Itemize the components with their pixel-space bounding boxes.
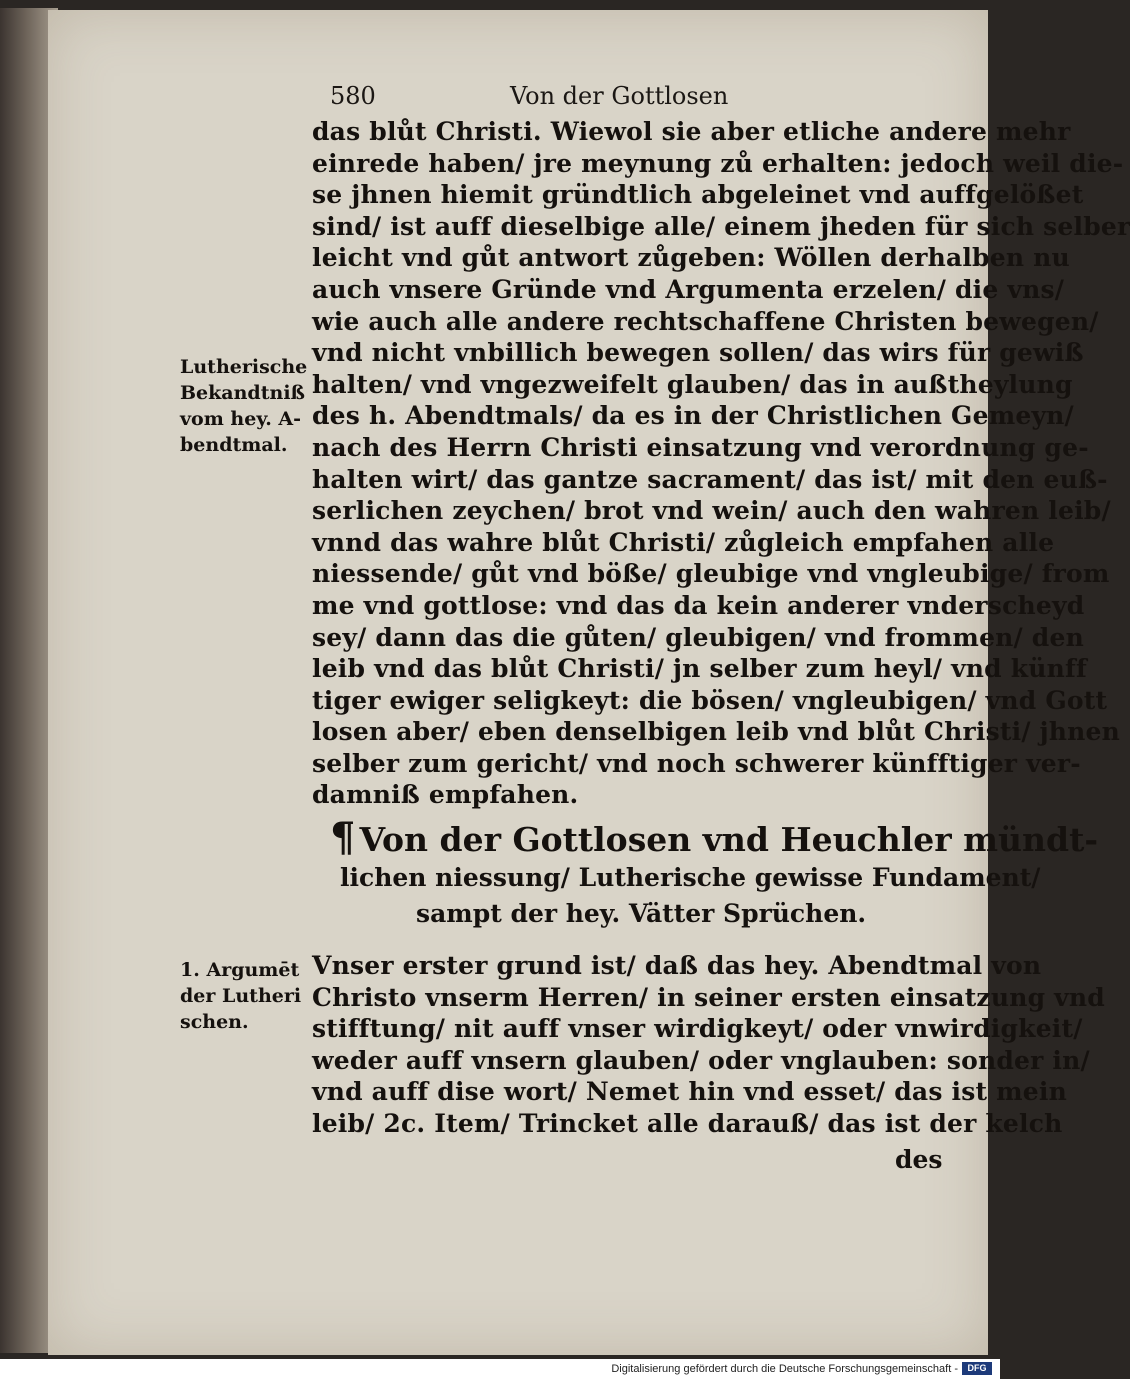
marginal-note-line: vom hey. A- xyxy=(180,408,302,430)
marginal-note-line: 1. Argumēt xyxy=(180,959,300,981)
text-line: selber zum gericht/ vnd noch schwerer künfftiger ver- xyxy=(312,748,1081,778)
section-heading-line xyxy=(330,814,1099,861)
text-line: leib vnd das blůt Christi/ jn selber zum heyl/ vnd künff xyxy=(312,654,1087,684)
section-heading xyxy=(330,814,1099,932)
text-line: Vnser erster grund ist/ daß das hey. Abendtmal von xyxy=(312,951,1042,980)
marginal-note-line: schen. xyxy=(180,1011,249,1033)
funding-notice: Digitalisierung gefördert durch die Deutsche Forschungsgemeinschaft - xyxy=(611,1363,958,1375)
marginal-note-line: Bekandtniß xyxy=(180,382,305,404)
text-line: wie auch alle andere rechtschaffene Christen bewegen/ xyxy=(312,306,1099,336)
text-line: halten wirt/ das gantze sacrament/ das ist/ mit den euß- xyxy=(312,464,1108,494)
text-line: einrede haben/ jre meynung zů erhalten: jedoch weil die- xyxy=(312,148,1124,178)
text-line: sind/ ist auff dieselbige alle/ einem jheden für sich selber xyxy=(312,211,1130,241)
text-line: leib/ 2c. Item/ Trincket alle darauß/ das ist der kelch xyxy=(312,1108,1063,1138)
running-head: Von der Gottlosen xyxy=(510,82,729,110)
section-heading-line: lichen niessung/ Lutherische gewisse Fundament/ xyxy=(340,863,1041,892)
text-line: weder auff vnsern glauben/ oder vnglauben: sonder in/ xyxy=(312,1045,1090,1075)
section-heading-line: sampt der hey. Vätter Sprüchen. xyxy=(416,899,867,928)
marginal-note xyxy=(180,354,310,458)
text-line: niessende/ gůt vnd böße/ gleubige vnd vngleubige/ from xyxy=(312,559,1110,589)
text-line: me vnd gottlose: vnd das da kein anderer vnderscheyd xyxy=(312,590,1085,620)
text-line: Christo vnserm Herren/ in seiner ersten einsatzung vnd xyxy=(312,982,1105,1012)
section-heading-text: Von der Gottlosen vnd Heuchler mündt- xyxy=(359,820,1099,859)
text-line: nach des Herrn Christi einsatzung vnd verordnung ge- xyxy=(312,432,1089,462)
text-line: vnnd das wahre blůt Christi/ zůgleich empfahen alle xyxy=(312,527,1055,557)
text-line: sey/ dann das die gůten/ gleubigen/ vnd frommen/ den xyxy=(312,622,1084,652)
text-line: des h. Abendtmals/ da es in der Christlichen Gemeyn/ xyxy=(312,401,1074,431)
marginal-note xyxy=(180,957,310,1035)
dfg-logo: DFG xyxy=(962,1362,992,1375)
page-header xyxy=(330,82,940,112)
text-line: tiger ewiger seligkeyt: die bösen/ vngleubigen/ vnd Gott xyxy=(312,685,1108,715)
text-line: vnd auff dise wort/ Nemet hin vnd esset/ das ist mein xyxy=(312,1077,1067,1107)
main-text-block xyxy=(312,116,1130,811)
marginal-note-line: der Lutheri xyxy=(180,985,302,1007)
page-number: 580 xyxy=(330,82,376,110)
text-line: se jhnen hiemit gründtlich abgeleinet vnd auffgelößet xyxy=(312,180,1084,210)
text-line: damniß empfahen. xyxy=(312,780,579,810)
text-line: losen aber/ eben denselbigen leib vnd blůt Christi/ jhnen xyxy=(312,717,1121,747)
text-line: vnd nicht vnbillich bewegen sollen/ das wirs für gewiß xyxy=(312,338,1084,368)
catchword: des xyxy=(895,1145,943,1174)
text-line: halten/ vnd vngezweifelt glauben/ das in außtheylung xyxy=(312,369,1073,399)
text-line: leicht vnd gůt antwort zůgeben: Wöllen derhalben nu xyxy=(312,243,1070,273)
text-line: stifftung/ nit auff vnser wirdigkeyt/ oder vnwirdigkeit/ xyxy=(312,1014,1083,1044)
text-line: serlichen zeychen/ brot vnd wein/ auch den wahren leib/ xyxy=(312,496,1111,526)
argument-text-block xyxy=(312,950,1105,1140)
marginal-note-line: Lutherische xyxy=(180,356,308,378)
marginal-note-line: bendtmal. xyxy=(180,434,288,456)
text-line: auch vnsere Gründe vnd Argumenta erzelen/ die vns/ xyxy=(312,274,1065,304)
text-line: das blůt Christi. Wiewol sie aber etliche andere mehr xyxy=(312,117,1071,146)
pilcrow-icon: ¶ xyxy=(330,814,356,861)
footer-bar xyxy=(0,1359,1000,1379)
